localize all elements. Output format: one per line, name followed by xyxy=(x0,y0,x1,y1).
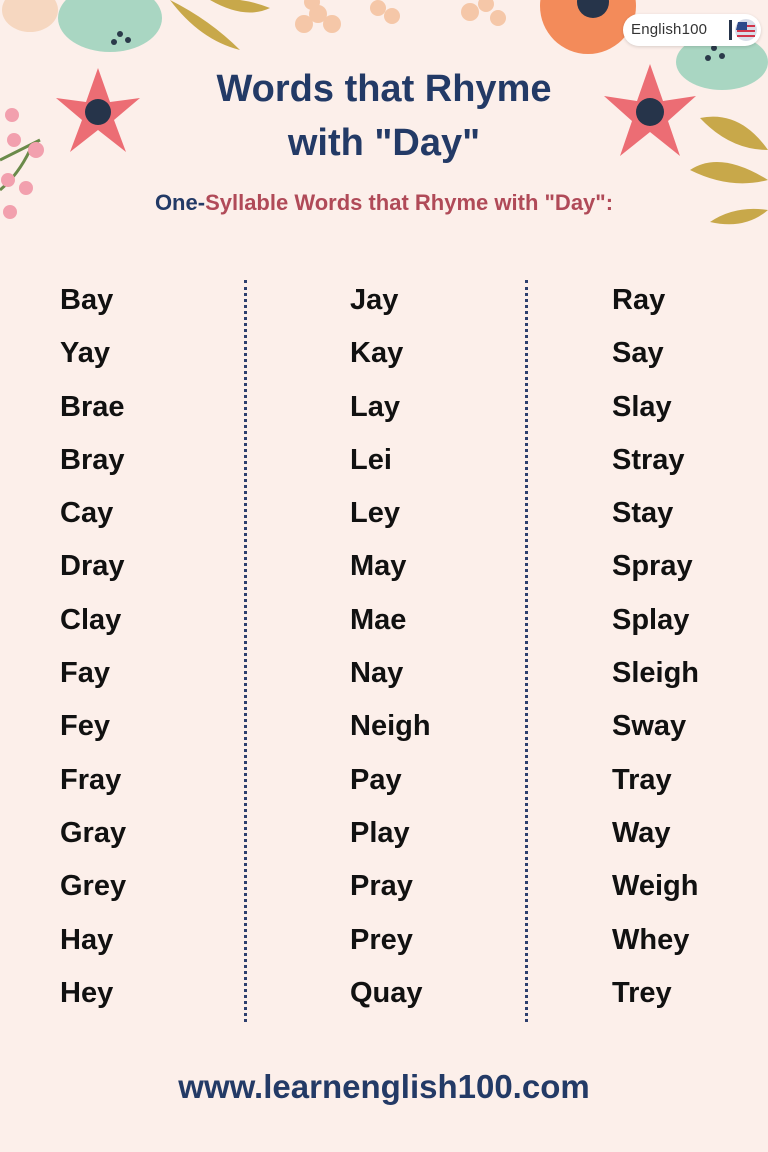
rhyme-word: Cay xyxy=(60,497,114,530)
rhyme-word: Pray xyxy=(350,870,413,903)
page-title-line-2: with "Day" xyxy=(287,122,481,164)
page-subtitle xyxy=(0,190,768,216)
website-url: www.learnenglish100.com xyxy=(178,1068,590,1105)
brand-badge-text: English100 xyxy=(631,21,708,38)
rhyme-word: Nay xyxy=(350,657,404,690)
subtitle-part-1: One- xyxy=(154,190,206,215)
rhyme-word: Mae xyxy=(350,603,407,636)
rhyme-word: Hay xyxy=(60,923,114,956)
rhyme-word: Bay xyxy=(60,284,114,316)
rhyme-word: Prey xyxy=(350,923,413,956)
rhyme-word: Jay xyxy=(350,284,399,316)
rhyme-word: Fay xyxy=(60,657,110,690)
rhyme-word: Stray xyxy=(612,443,685,476)
flag-logo-icon xyxy=(727,16,759,44)
word-column-2 xyxy=(350,278,431,1024)
rhyme-word: Neigh xyxy=(350,710,431,743)
brand-badge xyxy=(623,14,761,46)
dotted-divider xyxy=(244,280,247,1022)
rhyme-word: Slay xyxy=(612,390,672,423)
word-column-1 xyxy=(60,278,126,1024)
rhyme-word: Grey xyxy=(60,870,127,903)
rhyme-word: Sway xyxy=(612,710,687,743)
rhyme-word: Fray xyxy=(60,763,122,796)
word-column-3 xyxy=(612,278,699,1024)
rhyme-word: Kay xyxy=(350,337,404,370)
rhyme-word: Sleigh xyxy=(612,657,700,690)
rhyme-word: Lay xyxy=(350,390,400,423)
rhyme-word: Splay xyxy=(612,603,690,636)
rhyme-word: Ray xyxy=(612,284,666,316)
rhyme-word: Whey xyxy=(612,923,690,956)
rhyme-word: Quay xyxy=(350,976,423,1009)
page-title xyxy=(0,62,768,170)
rhyme-word: Brae xyxy=(60,390,125,423)
rhyme-word: Tray xyxy=(612,763,672,796)
rhyme-word: Dray xyxy=(60,550,125,583)
rhyme-word: Gray xyxy=(60,816,127,849)
rhyme-word: Say xyxy=(612,337,664,370)
rhyme-word: Stay xyxy=(612,497,674,530)
rhyme-word: Ley xyxy=(350,497,400,530)
rhyme-word: Way xyxy=(612,816,671,849)
subtitle-part-2: Syllable Words that Rhyme with "Day": xyxy=(205,190,614,215)
rhyme-word: Weigh xyxy=(612,870,699,903)
rhyme-word: Yay xyxy=(60,337,110,370)
rhyme-word: Hey xyxy=(60,976,114,1009)
dotted-divider xyxy=(525,280,528,1022)
rhyme-word: Clay xyxy=(60,603,122,636)
rhyme-word: May xyxy=(350,550,407,583)
rhyme-word: Trey xyxy=(612,976,672,1009)
rhyme-word: Pay xyxy=(350,763,402,796)
rhyme-word: Bray xyxy=(60,443,125,476)
page-title-line-1: Words that Rhyme xyxy=(216,68,552,110)
rhyme-word: Spray xyxy=(612,550,693,583)
rhyme-word: Fey xyxy=(60,710,110,743)
rhyme-word: Lei xyxy=(350,443,392,476)
rhyme-word: Play xyxy=(350,816,410,849)
